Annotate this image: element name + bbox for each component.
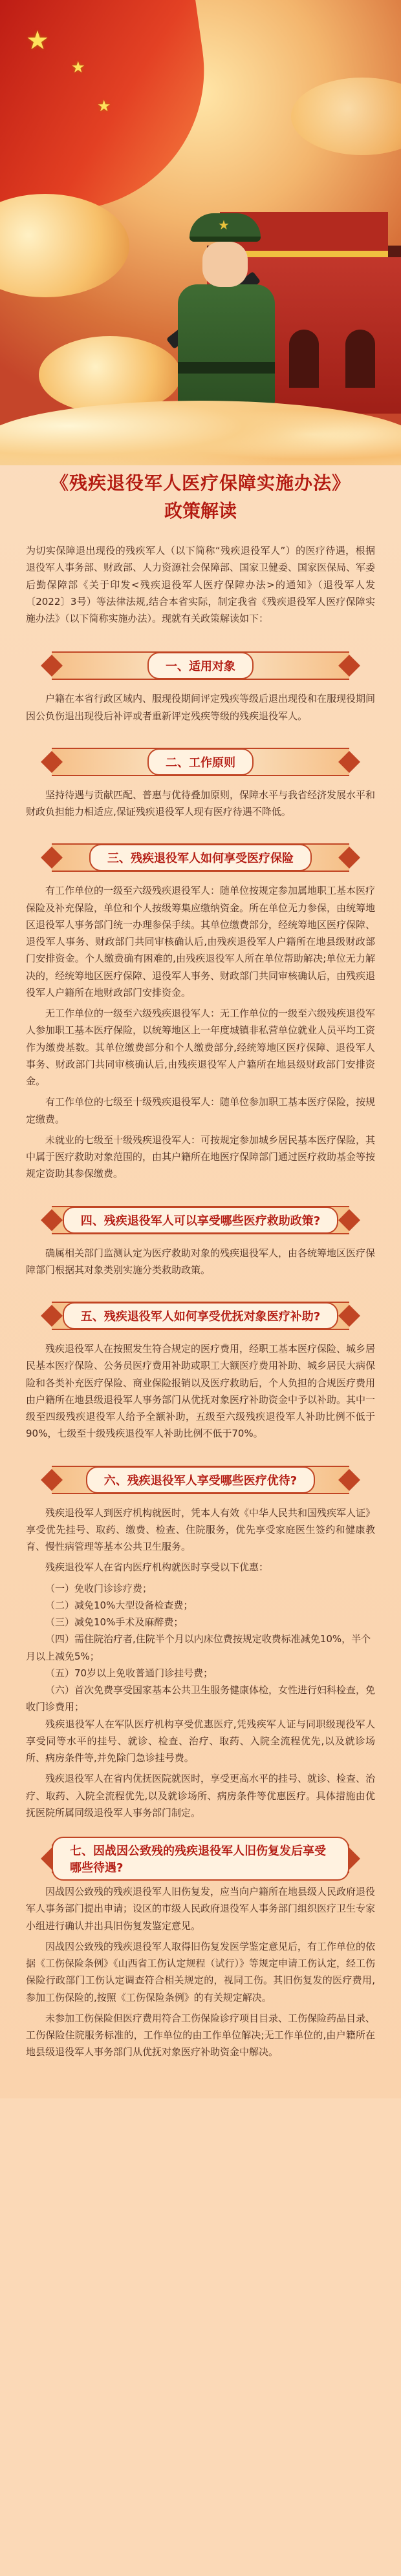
section-paragraph: 残疾退役军人在按照发生符合规定的医疗费用，经职工基本医疗保险、城乡居民基本医疗保险、公务员医疗费用补助或职工大额医疗费用补助、城乡居民大病保险和各类补充医疗保险、商业保险报销以及医疗救助后，个人负担的合规医疗费用由户籍所在地县级退役军人事务部门从优抚对象医疗补助资金中予以补助。其中一级至四级残疾退役军人给予全额补助，五级至六级残疾退役军人补助比例不低于90%，七级至十级残疾退役军人补助比例不低于70%。: [26, 1343, 376, 1440]
section-6: [0, 1454, 401, 1833]
section-heading: 一、适用对象: [52, 651, 349, 680]
list-item: （五）70岁以上免收普通门诊挂号费；: [45, 1667, 213, 1679]
section-paragraph: 户籍在本省行政区域内、服现役期间评定残疾等级后退出现役和在服现役期间因公负伤退出现役后补评或者重新评定残疾等级的残疾退役军人。: [26, 693, 376, 722]
star-icon: ★: [26, 26, 49, 56]
list-item: （二）减免10%大型设备检查费；: [45, 1599, 193, 1611]
section-paragraph: 有工作单位的一级至六级残疾退役军人：随单位按规定参加属地职工基本医疗保险及补充保险，单位和个人按级筹集应缴纳资金。所在单位无力参保，由统筹地区退役军人事务部门统一办理参保手续。其单位缴费部分，经统筹地区医疗保障、退役军人事务、财政部门共同审核确认后,由残疾退役军人户籍所在地县级财政部门安排资金。个人缴费确有困难的,由残疾退役军人所在单位帮助解决;单位无力解决的，经统筹地区医疗保障、退役军人事务、财政部门共同审核确认后，由残疾退役军人户籍所在地财政部门安排资金。: [26, 885, 376, 998]
list-item: （四）需住院治疗者,住院半个月以内床位费按规定收费标准减免10%，半个月以上减免5%；: [26, 1633, 371, 1662]
section-paragraph: 有工作单位的七级至十级残疾退役军人：随单位参加职工基本医疗保险，按规定缴费。: [26, 1096, 376, 1125]
section-paragraph: 残疾退役军人在省内优抚医院就医时，享受更高水平的挂号、就诊、检查、治疗、取药、入院全流程优先,以及就诊场所、病房条件等优惠医疗。具体措施由优抚医院所属同级退役军人事务部门制定。: [26, 1773, 376, 1819]
section-5: [0, 1290, 401, 1454]
section-paragraph: 残疾退役军人在省内医疗机构就医时享受以下优惠：: [45, 1561, 269, 1574]
cloud-decoration: [291, 78, 401, 155]
title-block: [0, 465, 401, 536]
section-7: [0, 1833, 401, 2073]
section-4: [0, 1194, 401, 1291]
list-item: （六）首次免费享受国家基本公共卫生服务健康体检，女性进行妇科检查，免收门诊费用；: [26, 1684, 376, 1713]
section-paragraph: 残疾退役军人到医疗机构就医时，凭本人有效《中华人民共和国残疾军人证》享受优先挂号、取药、缴费、检查、住院服务，优先享受家庭医生签约和健康教育、慢性病管理等基本公共卫生服务。: [26, 1506, 376, 1552]
page-bottom-spacer: [0, 2073, 401, 2098]
page-title: 《残疾退役军人医疗保障实施办法》: [50, 472, 351, 494]
section-1: [0, 640, 401, 736]
cloud-decoration: [0, 194, 129, 297]
section-paragraph: 残疾退役军人在军队医疗机构享受优惠医疗,凭残疾军人证与同职级现役军人享受同等水平的挂号、就诊、检查、治疗、取药、入院全流程优先,以及就诊场所、病房条件等,并免除门急诊挂号费。: [26, 1718, 375, 1764]
section-3: [0, 832, 401, 1194]
section-paragraph: 因战因公致残的残疾退役军人取得旧伤复发医学鉴定意见后，有工作单位的依据《工伤保险条例》《山西省工伤认定规程（试行）》等规定申请工伤认定，经工伤保险行政部门工伤认定调查符合相关规定的，视同工伤。其旧伤复发的医疗费用,参加工伤保险的,按照《工伤保险条例》的有关规定解决。: [26, 1940, 376, 2003]
section-heading: 七、因战因公致残的残疾退役军人旧伤复发后享受哪些待遇?: [52, 1844, 349, 1873]
list-item: （三）减免10%手术及麻醉费；: [45, 1616, 184, 1628]
list-item: （一）免收门诊诊疗费；: [45, 1582, 153, 1594]
section-heading: 六、残疾退役军人享受哪些医疗优待?: [52, 1466, 349, 1494]
soldier-illustration: [165, 213, 288, 433]
section-heading: 五、残疾退役军人如何享受优抚对象医疗补助?: [52, 1302, 349, 1330]
section-paragraph: 未就业的七级至十级残疾退役军人：可按规定参加城乡居民基本医疗保险，其中属于医疗救助对象范围的，由其户籍所在地医疗保障部门通过医疗救助基金等按规定资助其参保缴费。: [26, 1134, 376, 1180]
section-2: [0, 736, 401, 832]
star-icon: ★: [97, 97, 111, 115]
section-paragraph: 确属相关部门监测认定为医疗救助对象的残疾退役军人，由各统筹地区医疗保障部门根据其对象类别实施分类救助政策。: [26, 1247, 376, 1276]
section-paragraph: 未参加工伤保险但医疗费用符合工伤保险诊疗项目目录、工伤保险药品目录、工伤保险住院服务标准的，工作单位的由工作单位解决;无工作单位的,由户籍所在地县级退役军人事务部门从优抚对象医疗补助资金中解决。: [26, 2012, 376, 2058]
hero-banner: [0, 0, 401, 465]
section-paragraph: 坚持待遇与贡献匹配、普惠与优待叠加原则，保障水平与我省经济发展水平和财政负担能力相适应,保证残疾退役军人现有医疗待遇不降低。: [26, 788, 376, 818]
section-heading: 三、残疾退役军人如何享受医疗保险: [52, 843, 349, 872]
page-subtitle: 政策解读: [164, 500, 237, 522]
section-heading: 四、残疾退役军人可以享受哪些医疗救助政策?: [52, 1206, 349, 1234]
star-icon: ★: [71, 58, 85, 76]
section-heading: 二、工作原则: [52, 748, 349, 776]
intro-paragraph: 为切实保障退出现役的残疾军人（以下简称“残疾退役军人”）的医疗待遇，根据退役军人事务部、财政部、人力资源社会保障部、国家卫健委、国家医保局、军委后勤保障部《关于印发<残疾退役军人医疗保障办法>的通知》（退役军人发〔2022〕3号）等法律法规,结合本省实际，制定我省《残疾退役军人医疗保障实施办法》（以下简称实施办法）。现就有关政策解读如下：: [26, 545, 376, 624]
section-paragraph: 无工作单位的一级至六级残疾退役军人：无工作单位的一级至六级残疾退役军人参加职工基本医疗保险，以统筹地区上一年度城镇非私营单位就业人员平均工资作为缴费基数。其单位缴费部分和个人缴费部分,经统筹地区医疗保障、退役军人事务、财政部门共同审核确认后,由残疾退役军人户籍所在地县级财政部门安排资金。: [26, 1008, 376, 1087]
section-paragraph: 因战因公致残的残疾退役军人旧伤复发，应当向户籍所在地县级人民政府退役军人事务部门提出申请；设区的市级人民政府退役军人事务部门组织医疗卫生专家小组进行确认并出具旧伤复发鉴定意见。: [26, 1886, 376, 1932]
cloud-decoration: [0, 401, 401, 465]
